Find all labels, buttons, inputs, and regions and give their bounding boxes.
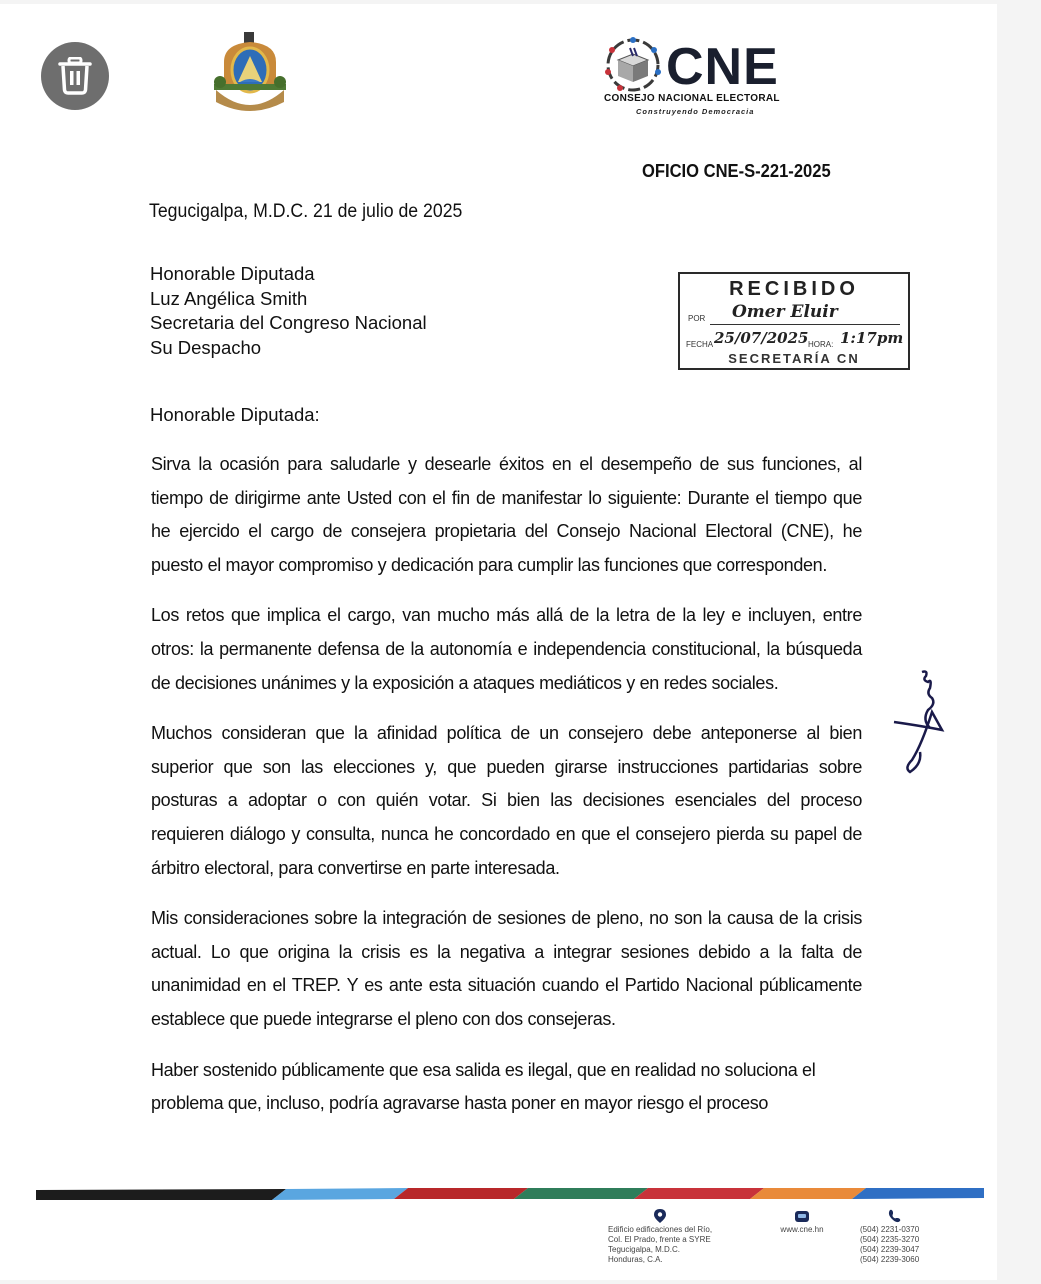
location-pin-icon <box>654 1209 666 1223</box>
stamp-hora-label: HORA: <box>808 340 834 349</box>
phone-icon <box>888 1209 902 1223</box>
received-stamp <box>678 272 910 370</box>
paragraph: Haber sostenido públicamente que esa salida es ilegal, que en realidad no soluciona el problema que, incluso, podría agravarse hasta poner en mayor riesgo el proceso <box>151 1059 816 1114</box>
stamp-title: RECIBIDO <box>729 278 859 300</box>
document-reference: OFICIO CNE-S-221-2025 <box>642 161 831 181</box>
salutation: Honorable Diputada: <box>150 404 320 425</box>
footer-web <box>770 1209 834 1235</box>
stamp-time: 1:17pm <box>840 329 904 347</box>
cne-logo <box>600 36 800 118</box>
footer-color-stripe <box>36 1188 984 1200</box>
recipient-block <box>150 262 427 360</box>
recipient-office: Su Despacho <box>150 336 262 358</box>
paragraph: Sirva la ocasión para saludarle y desearle éxitos en el desempeño de sus funciones, al tiempo de dirigirme ante Usted con el fin de manifestar lo siguiente: Durante el tiempo que he ejercido el cargo de consejera propietaria del Consejo Nacional Electoral (CNE), he puesto el mayor compromiso y dedicación para cumplir las funciones que corresponden. <box>151 454 862 575</box>
paragraph: Muchos consideran que la afinidad política de un consejero debe anteponerse al bien superior que son las elecciones y, que pueden girarse instrucciones partidarias sobre posturas a adoptar o con quién votar. Si bien las decisiones esenciales del proceso requieren diálogo y consulta, nunca he concordado en que el consejero pierda su papel de árbitro electoral, para convertirse en parte interesada. <box>151 723 862 878</box>
recipient-title: Honorable Diputada <box>150 263 315 284</box>
honduras-coat-of-arms-emblem <box>210 30 290 116</box>
website-link[interactable]: www.cne.hn <box>780 1225 824 1234</box>
paragraph: Mis consideraciones sobre la integración de sesiones de pleno, no son la causa de la crisis actual. Lo que origina la crisis es la negativa a integrar sesiones debido a la falta de unanimidad en el TREP. Y es ante esta situación cuando el Partido Nacional públicamente establece que puede integrarse el pleno con dos consejeras. <box>151 908 862 1029</box>
letter-body <box>151 448 862 1138</box>
stamp-office: SECRETARÍA CN <box>728 351 860 366</box>
trash-icon <box>58 57 92 95</box>
cne-full-name: CONSEJO NACIONAL ELECTORAL <box>604 93 780 104</box>
place-date: Tegucigalpa, M.D.C. 21 de julio de 2025 <box>149 201 463 222</box>
document-page <box>0 4 997 1280</box>
stamp-por-label: POR <box>688 314 706 323</box>
delete-button[interactable] <box>41 42 109 110</box>
cne-acronym: CNE <box>666 38 779 96</box>
margin-signature <box>892 664 952 774</box>
paragraph: Los retos que implica el cargo, van mucho más allá de la letra de la ley e incluyen, entre otros: la permanente defensa de la autonomía e independencia constitucional, la búsqueda de decisiones unánimes y la exposición a ataques mediáticos y en redes sociales. <box>151 605 862 693</box>
stamp-fecha-label: FECHA <box>686 340 714 349</box>
web-icon <box>794 1209 810 1223</box>
recipient-name: Luz Angélica Smith <box>150 287 308 309</box>
stamp-date: 25/07/2025 <box>714 329 809 347</box>
footer-address: Edificio edificaciones del Río, Col. El Prado, frente a SYRE Tegucigalpa, M.D.C. Honduras, C.A. <box>608 1209 748 1265</box>
stamp-received-by: Omer Eluir <box>732 302 838 322</box>
footer-phones: (504) 2231-0370 (504) 2235-3270 (504) 2239-3047 (504) 2239-3060 <box>860 1209 950 1265</box>
cne-tagline: Construyendo Democracia <box>636 107 755 116</box>
ballot-box-icon <box>600 36 666 94</box>
recipient-position: Secretaria del Congreso Nacional <box>150 312 427 333</box>
